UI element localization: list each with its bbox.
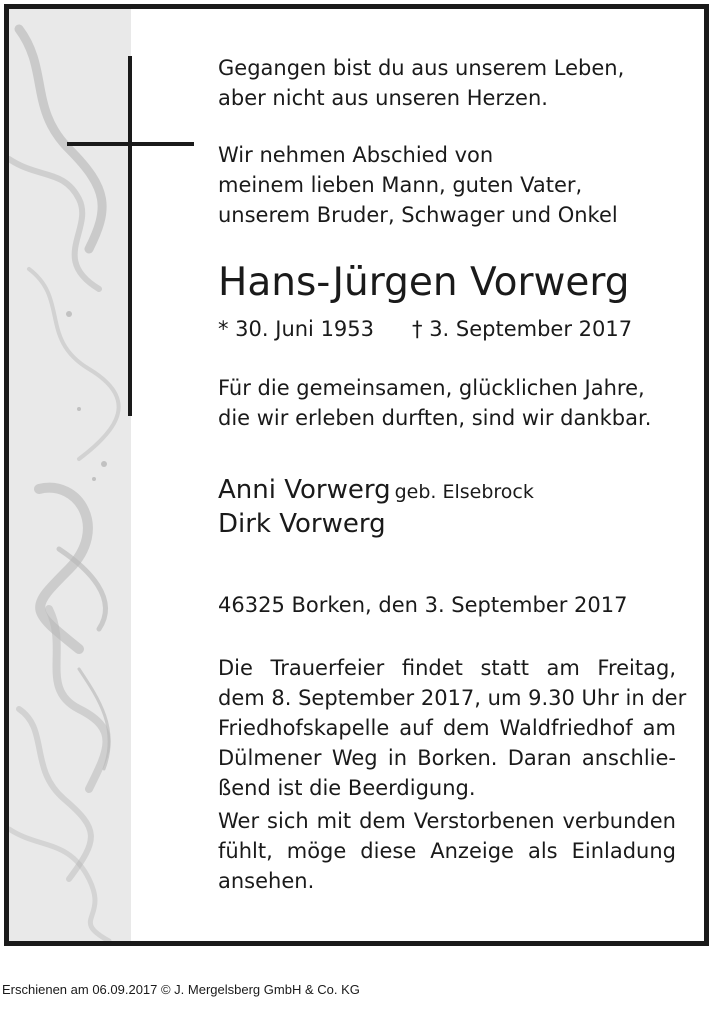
service-line: ßend ist die Beerdigung. (218, 776, 476, 800)
invitation-line: fühlt, möge diese Anzeige als Einladung (218, 839, 676, 863)
life-dates (218, 314, 676, 344)
mourner-name: Anni Vorwerg (218, 475, 391, 505)
marble-strip (9, 9, 131, 941)
place-and-date: 46325 Borken, den 3. September 2017 (218, 593, 628, 617)
death-date: † 3. September 2017 (412, 317, 633, 341)
cross-horizontal-bar (67, 142, 194, 146)
service-line: dem 8. September 2017, um 9.30 Uhr in der (218, 686, 687, 710)
motto-line: aber nicht aus unseren Herzen. (218, 86, 548, 110)
service-line: Dülmener Weg in Borken. Daran anschlie- (218, 746, 676, 770)
mourner (218, 509, 676, 540)
service-info (218, 653, 687, 803)
intro-text (218, 140, 676, 230)
service-line: Die Trauerfeier findet statt am Freitag, (218, 656, 676, 680)
publication-footer: Erschienen am 06.09.2017 © J. Mergelsberg GmbH & Co. KG (2, 982, 360, 997)
deceased-name: Hans-Jürgen Vorwerg (218, 260, 630, 305)
invitation-line: Wer sich mit dem Verstorbenen verbunden (218, 809, 676, 833)
intro-line: meinem lieben Mann, guten Vater, (218, 173, 583, 197)
birth-date: * 30. Juni 1953 (218, 317, 375, 341)
obituary-notice (4, 4, 709, 946)
cross-vertical-bar (128, 56, 132, 416)
mourner-maiden-name: geb. Elsebrock (394, 481, 534, 503)
intro-line: Wir nehmen Abschied von (218, 143, 494, 167)
service-line: Friedhofskapelle auf dem Waldfriedhof am (218, 716, 676, 740)
invitation-line: ansehen. (218, 869, 315, 893)
invitation-text (218, 806, 676, 896)
mourner (218, 475, 676, 507)
intro-line: unserem Bruder, Schwager und Onkel (218, 203, 618, 227)
thanks-line: die wir erleben durften, sind wir dankbar. (218, 406, 652, 430)
thanks-text (218, 373, 676, 433)
mourner-name: Dirk Vorwerg (218, 509, 386, 539)
motto-text (218, 53, 676, 113)
thanks-line: Für die gemeinsamen, glücklichen Jahre, (218, 376, 645, 400)
motto-line: Gegangen bist du aus unserem Leben, (218, 56, 625, 80)
marble-veins-graphic (9, 9, 131, 941)
